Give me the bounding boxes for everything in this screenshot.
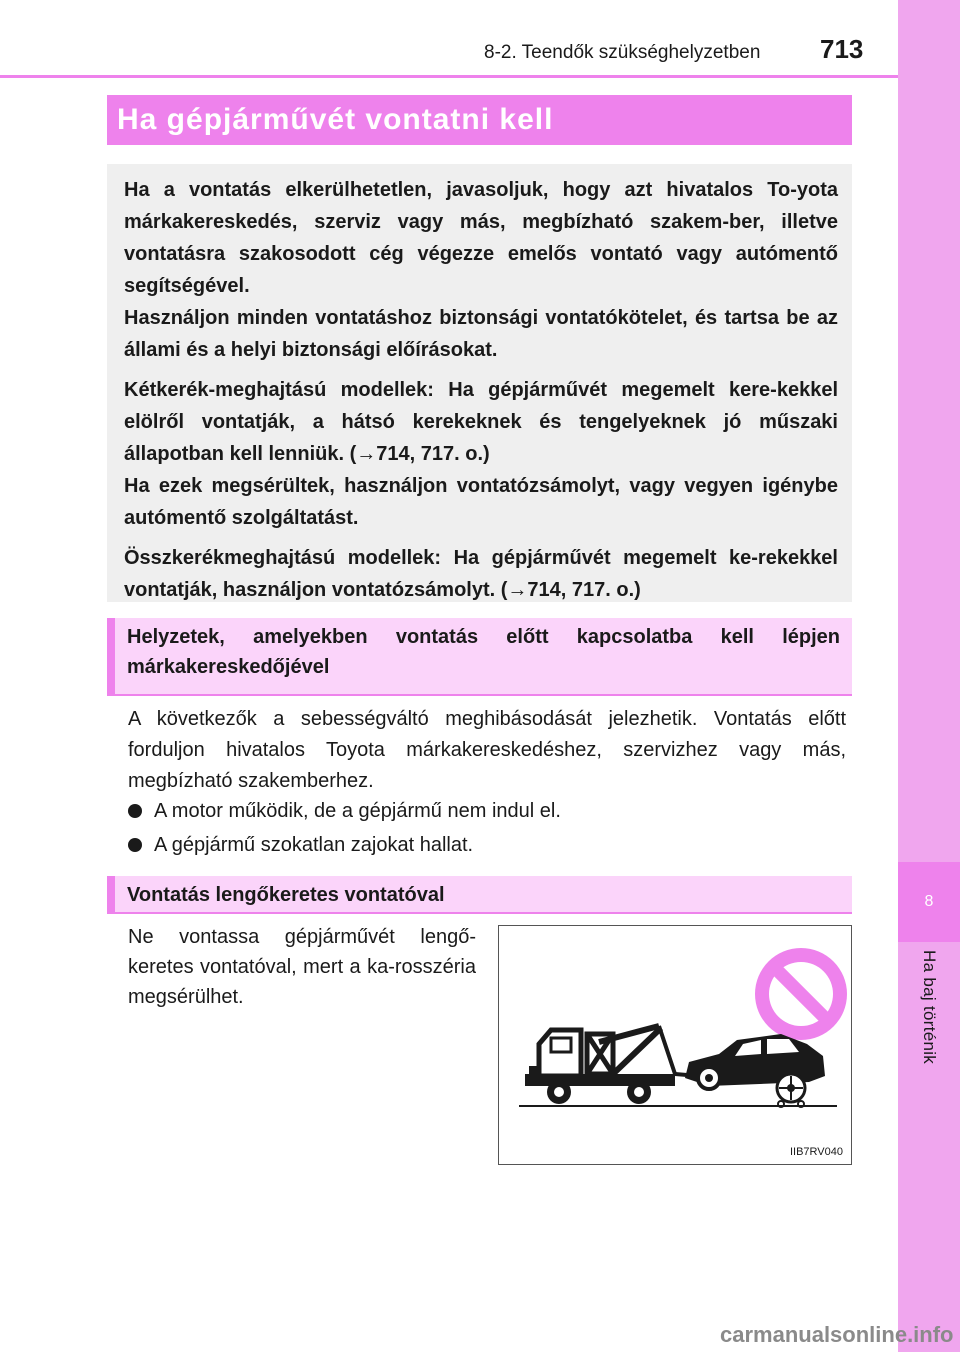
section-heading-sling-tow [107, 876, 852, 914]
watermark: carmanualsonline.info [720, 1322, 954, 1347]
intro-paragraph: Összkerékmeghajtású modellek: Ha gépjárművét megemelt ke-rekekkel vontatják, használjon vontatózsámolyt. (→714, 717. o.) [124, 547, 838, 601]
bullet-icon [128, 804, 142, 818]
chapter-number: 8 [924, 893, 934, 910]
intro-paragraph: Kétkerék-meghajtású modellek: Ha gépjárművét megemelt kere-kekkel elölről vontatják, a hátsó kerekeknek és tengelyeknek jó műszaki állapotban kell lenniük. (→714, 717. o.) Ha ezek megsérültek, használjon vontatózsámolyt, vagy vegyen igénybe autómentő szolgáltatást. [124, 379, 838, 529]
section-body: A következők a sebességváltó meghibásodását jelezhetik. Vontatás előtt forduljon hivatalos Toyota márkakereskedéshez, szervizhez vagy más, megbízható szakemberhez. [128, 708, 846, 792]
chapter-side-tab [898, 0, 960, 1352]
bullet-text: A motor működik, de a gépjármű nem indul el. [154, 800, 561, 822]
bullet-item [128, 830, 473, 860]
section-body: Ne vontassa gépjárművét lengő-keretes vontatóval, mert a ka-rosszéria megsérülhet. [128, 926, 476, 1008]
bullet-icon [128, 838, 142, 852]
intro-box [107, 164, 852, 602]
bullet-text: A gépjármű szokatlan zajokat hallat. [154, 834, 474, 856]
illustration-code: IIB7RV040 [789, 1146, 843, 1158]
page-title-bar [107, 95, 852, 145]
bullet-item [128, 796, 561, 826]
sling-tow-truck-illustration [498, 925, 852, 1165]
tow-truck-prohibited-icon [499, 926, 851, 1164]
section-heading-dealer [107, 618, 852, 696]
page-title: Ha gépjárművét vontatni kell [117, 103, 554, 136]
intro-paragraph: Ha a vontatás elkerülhetetlen, javasoljuk, hogy azt hivatalos To-yota márkakereskedés, szerviz vagy más, megbízható szakem-ber, illetve vontatásra szakosodott cég végezze emelős vontató vagy autómentő segítségével. Használjon minden vontatáshoz biztonsági vontatókötelet, és tartsa be az állami és a helyi biztonsági előírásokat. [124, 179, 838, 361]
section-heading-text: Vontatás lengőkeretes vontatóval [127, 884, 445, 906]
header-section-title: 8-2. Teendők szükséghelyzetben [484, 42, 761, 63]
chapter-label [898, 950, 960, 1100]
chapter-label-text: Ha baj történik [920, 950, 939, 1065]
header-rule [0, 75, 898, 78]
chapter-number-box [898, 862, 960, 942]
page-number: 713 [820, 34, 864, 64]
section-heading-text: Helyzetek, amelyekben vontatás előtt kapcsolatba kell lépjen márkakereskedőjével [127, 626, 840, 678]
